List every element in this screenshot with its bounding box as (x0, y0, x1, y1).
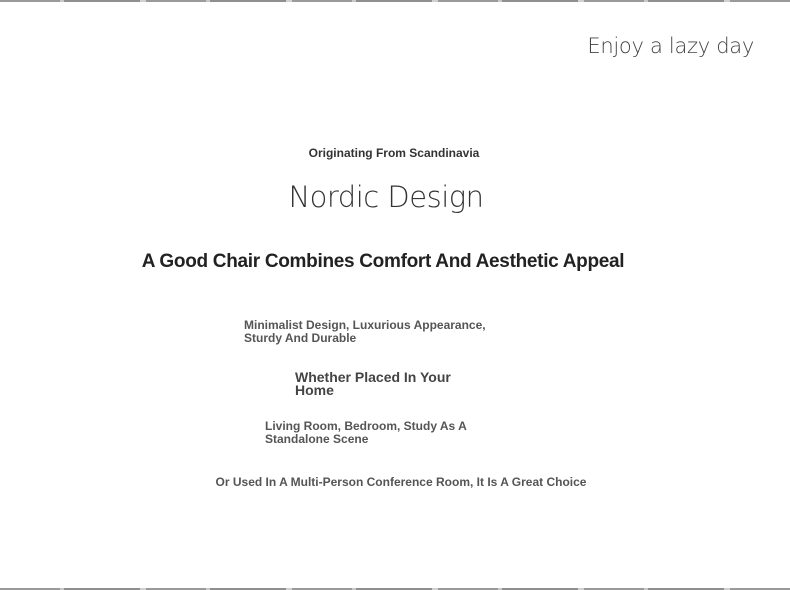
eyebrow-text: Originating From Scandinavia (308, 146, 480, 160)
paragraph-design: Minimalist Design, Luxurious Appearance, Sturdy And Durable (244, 318, 486, 345)
paragraph-rooms: Living Room, Bedroom, Study As A Standalone Scene (265, 419, 467, 446)
paragraph-home: Whether Placed In Your Home (295, 369, 451, 398)
headline: A Good Chair Combines Comfort And Aesthetic Appeal (141, 251, 625, 272)
page-title: Nordic Design (288, 180, 484, 214)
top-edge-divider (0, 0, 790, 2)
tagline: Enjoy a lazy day (587, 34, 754, 58)
paragraph-conference: Or Used In A Multi-Person Conference Room, It Is A Great Choice (215, 475, 587, 489)
